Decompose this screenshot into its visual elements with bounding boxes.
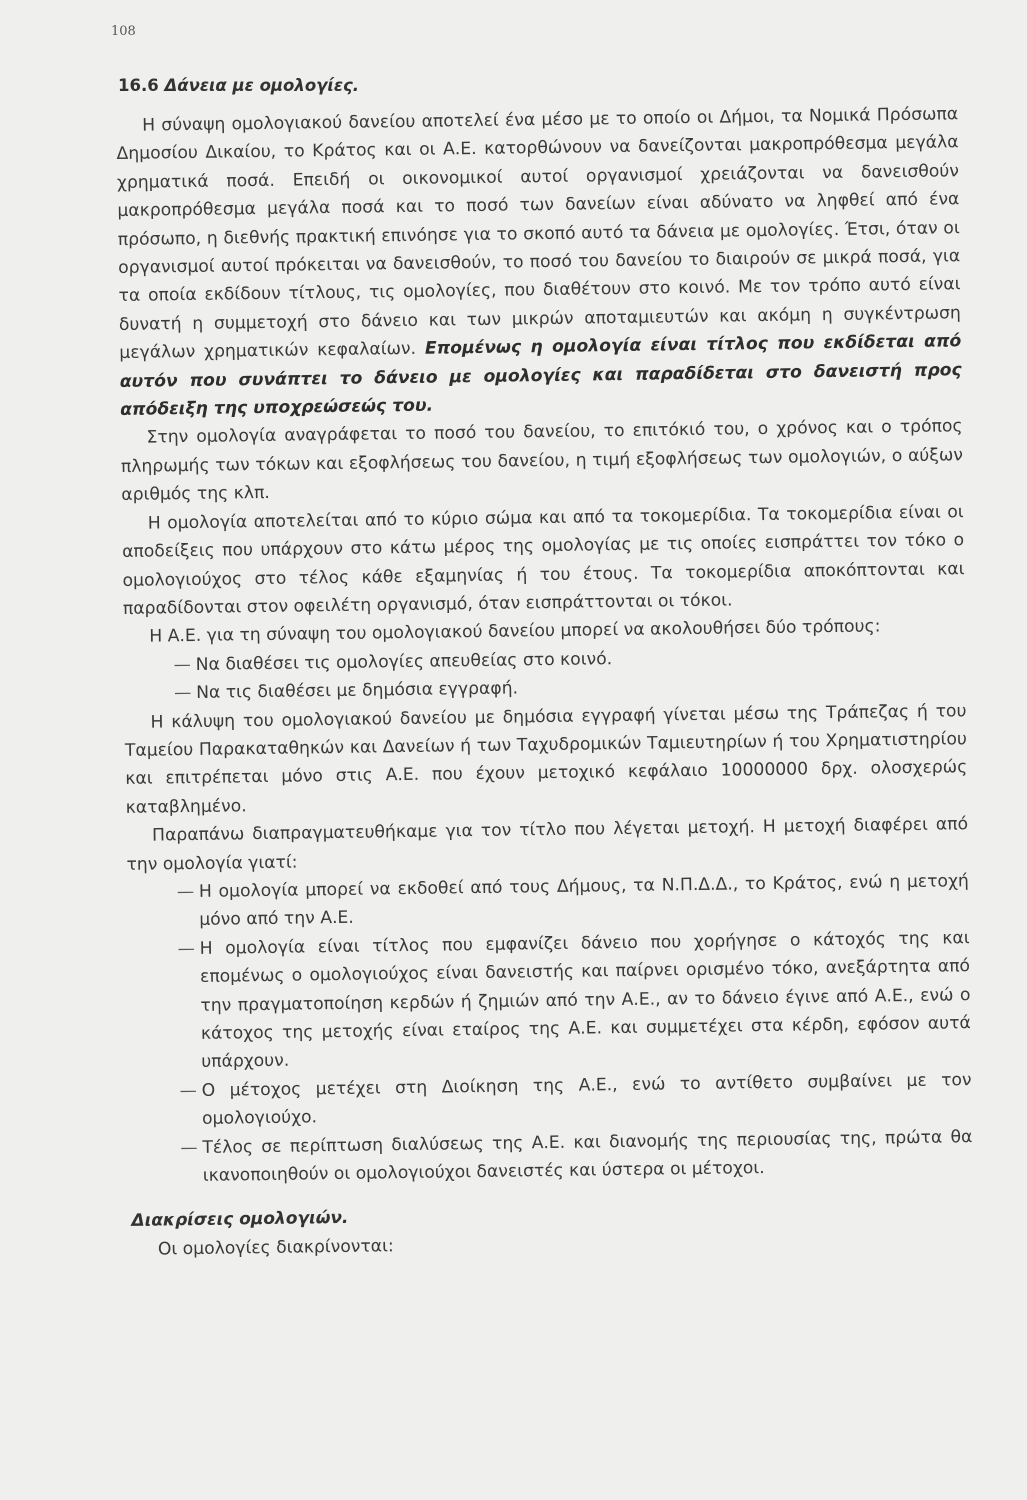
- list-item: — Η ομολογία μπορεί να εκδοθεί από τους Δήμους, τα Ν.Π.Δ.Δ., το Κράτος, ενώ η μετοχή μόνο από την Α.Ε.: [177, 867, 970, 935]
- page-number: 108: [111, 24, 136, 39]
- section-number: 16.6: [118, 76, 159, 95]
- share-vs-bond-paragraph: Παραπάνω διαπραγματευθήκαμε για τον τίτλο που λέγεται μετοχή. Η μετοχή διαφέρει από την ομολογία γιατί:: [126, 814, 969, 875]
- list-item: — Ο μέτοχος μετέχει στη Διοίκηση της Α.Ε., ενώ το αντίθετο συμβαίνει με τον ομολογιούχο.: [179, 1066, 972, 1134]
- list-item: — Τέλος σε περίπτωση διαλύσεως της Α.Ε. και διανομής της περιουσίας της, πρώτα θα ικανοποιηθούν οι ομολογιούχοι δανειστές και ύστερα οι μέτοχοι.: [180, 1123, 973, 1191]
- final-paragraph: Οι ομολογίες διακρίνονται:: [157, 1236, 394, 1260]
- list-item: — Η ομολογία είναι τίτλος που εμφανίζει δάνειο που χορήγησε ο κάτοχός της και επομένως ο ομολογιούχος είναι δανειστής και παίρνει ορισμένο τόκο, ανεξάρτητα από την πραγματοποίηση κερδών ή ζημιών από την Α.Ε., αν το δάνειο έγινε από Α.Ε., ενώ ο κάτοχος της μετοχής είναι εταίρος της Α.Ε. και συμμετέχει στα κέρδη, εφόσον αυτά υπάρχουν.: [177, 924, 971, 1077]
- subsection-heading: Διακρίσεις ομολογιών.: [131, 1208, 349, 1232]
- bond-contents-paragraph: Στην ομολογία αναγράφεται το ποσό του δανείου, το επιτόκιό του, ο χρόνος και ο τρόπος πληρωμής των τόκων και εξοφλήσεως του δανείου, η τιμή εξοφλήσεως των ομολογιών, ο αύξων αριθμός της κλπ.: [120, 416, 964, 506]
- section-heading: [118, 76, 359, 95]
- section-title: Δάνεια με ομολογίες.: [164, 76, 360, 95]
- coupons-paragraph: Η ομολογία αποτελείται από το κύριο σώμα και από τα τοκομερίδια. Τα τοκομερίδια είναι οι αποδείξεις που υπάρχουν στο κάτω μέρος της ομολογίας με τις οποίες εισπράττει τον τόκο ο ομολογιούχος στο τέλος κάθε εξαμηνίας ή του έτους. Τα τοκομερίδια αποκόπτονται και παραδίδονται στον οφειλέτη οργανισμό, όταν εισπράττονται οι τόκοι.: [122, 501, 965, 619]
- issuance-ways-list: [124, 640, 967, 709]
- page-body: [116, 100, 974, 1264]
- list-item: — Να τις διαθέσει με δημόσια εγγραφή.: [174, 668, 966, 707]
- list-item: — Να διαθέσει τις ομολογίες απευθείας στο κοινό.: [174, 640, 966, 679]
- definition-emphasis: Επομένως η ομολογία είναι τίτλος που εκδίδεται από αυτόν που συνάπτει το δάνειο με ομολογίες και παραδίδεται στο δανειστή προς απόδειξη της υποχρεώσεώς του.: [119, 331, 962, 421]
- differences-list: [127, 867, 973, 1191]
- intro-text: Η σύναψη ομολογιακού δανείου αποτελεί ένα μέσο με το οποίο οι Δήμοι, τα Νομικά Πρόσωπα Δημοσίου Δικαίου, το Κράτος και οι Α.Ε. κατορθώνουν να δανείζονται μακροπρόθεσμα μεγάλα χρηματικά ποσά. Επειδή οι οικονομικοί αυτοί οργανισμοί χρειάζονται να δανεισθούν μακροπρόθεσμα μεγάλα ποσά και το ποσό των δανείων είναι αδύνατο να ληφθεί από ένα πρόσωπο, η διεθνής πρακτική επινόησε για το σκοπό αυτό τα δάνεια με ομολογίες. Έτσι, όταν οι οργανισμοί αυτοί πρόκειται να δανεισθούν, το ποσό του δανείου το διαιρούν σε μικρά ποσά, για τα οποία εκδίδουν τίτλους, τις ομολογίες, που διαθέτουν στο κοινό. Με τον τρόπο αυτό είναι δυνατή η συμμετοχή στο δάνειο και των μικρών αποταμιευτών και ακόμη η συγκέντρωση μεγάλων χρηματικών κεφαλαίων.: [116, 104, 962, 364]
- public-subscription-paragraph: Η κάλυψη του ομολογιακού δανείου με δημόσια εγγραφή γίνεται μέσω της Τράπεζας ή του Ταμείου Παρακαταθηκών και Δανείων ή των Ταχυδρομικών Ταμιευτηρίων ή του Χρηματιστηρίου και επιτρέπεται μόνο στις Α.Ε. που έχουν μετοχικό κεφάλαιο 10000000 δρχ. ολοσχερώς καταβλημένο.: [124, 700, 968, 818]
- issuance-ways-paragraph: Η Α.Ε. για τη σύναψη του ομολογιακού δανείου μπορεί να ακολουθήσει δύο τρόπους:: [149, 616, 881, 647]
- intro-paragraph: [116, 100, 962, 424]
